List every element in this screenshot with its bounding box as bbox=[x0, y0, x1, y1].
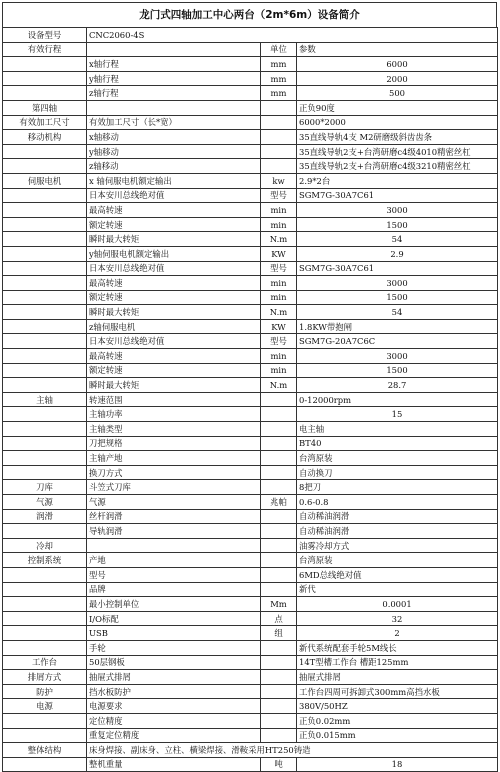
spec-unit bbox=[261, 407, 297, 422]
spec-item: z轴伺服电机 bbox=[87, 319, 261, 334]
spec-category bbox=[3, 713, 87, 728]
spec-value: 18 bbox=[297, 757, 498, 772]
spec-category: 气源 bbox=[3, 495, 87, 510]
spec-item: y轴行程 bbox=[87, 71, 261, 86]
spec-item: USB bbox=[87, 626, 261, 641]
spec-unit bbox=[261, 465, 297, 480]
spec-category bbox=[3, 71, 87, 86]
spec-unit bbox=[261, 144, 297, 159]
spec-unit: min bbox=[261, 276, 297, 291]
spec-value: 1500 bbox=[297, 217, 498, 232]
spec-row bbox=[3, 655, 498, 670]
spec-row bbox=[3, 173, 498, 188]
spec-item: y轴伺服电机额定输出 bbox=[87, 246, 261, 261]
spec-unit: mm bbox=[261, 57, 297, 72]
spec-item: 导轨润滑 bbox=[87, 524, 261, 539]
spec-item: 刀把规格 bbox=[87, 436, 261, 451]
spec-unit bbox=[261, 655, 297, 670]
spec-row bbox=[3, 451, 498, 466]
spec-item: 型号 bbox=[87, 567, 261, 582]
spec-item: 斗笠式刀库 bbox=[87, 480, 261, 495]
spec-item: 抽屉式排屑 bbox=[87, 670, 261, 685]
spec-row bbox=[3, 319, 498, 334]
spec-unit: min bbox=[261, 349, 297, 364]
spec-category bbox=[3, 597, 87, 612]
spec-category: 控制系统 bbox=[3, 553, 87, 568]
spec-merged-value: 床身焊接、副床身、立柱、横梁焊接、滑鞍采用HT250铸造 bbox=[87, 743, 498, 758]
spec-unit bbox=[261, 567, 297, 582]
spec-unit: N.m bbox=[261, 378, 297, 393]
spec-category: 有效行程 bbox=[3, 42, 87, 57]
spec-value: 32 bbox=[297, 611, 498, 626]
spec-item: 日本安川总线绝对值 bbox=[87, 334, 261, 349]
spec-item: 日本安川总线绝对值 bbox=[87, 188, 261, 203]
spec-category bbox=[3, 246, 87, 261]
spec-value: 参数 bbox=[297, 42, 498, 57]
spec-unit: 点 bbox=[261, 611, 297, 626]
spec-value: 500 bbox=[297, 86, 498, 101]
spec-unit: Mm bbox=[261, 597, 297, 612]
spec-category: 第四轴 bbox=[3, 100, 87, 115]
spec-unit bbox=[261, 699, 297, 714]
spec-unit bbox=[261, 713, 297, 728]
spec-category bbox=[3, 261, 87, 276]
spec-unit bbox=[261, 582, 297, 597]
spec-value: 0.6-0.8 bbox=[297, 495, 498, 510]
spec-row bbox=[3, 436, 498, 451]
spec-value: 3000 bbox=[297, 276, 498, 291]
spec-item: 瞬时最大转矩 bbox=[87, 378, 261, 393]
spec-value: 正负90度 bbox=[297, 100, 498, 115]
spec-row bbox=[3, 422, 498, 437]
spec-value: 6000*2000 bbox=[297, 115, 498, 130]
spec-value: 8把刀 bbox=[297, 480, 498, 495]
spec-row bbox=[3, 640, 498, 655]
spec-category bbox=[3, 582, 87, 597]
spec-value: 35直线导轨2支+台湾研磨c4级3210精密丝杠 bbox=[297, 159, 498, 174]
spec-unit: min bbox=[261, 363, 297, 378]
spec-row bbox=[3, 480, 498, 495]
spec-unit bbox=[261, 553, 297, 568]
spec-item: x轴行程 bbox=[87, 57, 261, 72]
spec-item: 手轮 bbox=[87, 640, 261, 655]
spec-category bbox=[3, 363, 87, 378]
spec-value: 380V/50HZ bbox=[297, 699, 498, 714]
spec-category bbox=[3, 378, 87, 393]
spec-unit bbox=[261, 684, 297, 699]
spec-row bbox=[3, 217, 498, 232]
spec-value: 正负0.02mm bbox=[297, 713, 498, 728]
spec-unit: 组 bbox=[261, 626, 297, 641]
spec-category bbox=[3, 640, 87, 655]
spec-unit bbox=[261, 451, 297, 466]
spec-row bbox=[3, 57, 498, 72]
spec-item: 主轴类型 bbox=[87, 422, 261, 437]
spec-value: 0.0001 bbox=[297, 597, 498, 612]
spec-unit: 单位 bbox=[261, 42, 297, 57]
spec-row bbox=[3, 597, 498, 612]
spec-category: 润滑 bbox=[3, 509, 87, 524]
spec-item: x 轴伺服电机额定输出 bbox=[87, 173, 261, 188]
spec-row bbox=[3, 524, 498, 539]
spec-unit: min bbox=[261, 203, 297, 218]
spec-unit: 型号 bbox=[261, 334, 297, 349]
spec-unit: N.m bbox=[261, 305, 297, 320]
spec-category bbox=[3, 232, 87, 247]
spec-value: BT40 bbox=[297, 436, 498, 451]
spec-value: 工作台四周可拆卸式300mm高挡水板 bbox=[297, 684, 498, 699]
spec-row bbox=[3, 611, 498, 626]
spec-category bbox=[3, 728, 87, 743]
spec-value: 油雾冷却方式 bbox=[297, 538, 498, 553]
spec-value: 2.9*2台 bbox=[297, 173, 498, 188]
spec-category bbox=[3, 349, 87, 364]
spec-value: 14T型槽工作台 槽距125mm bbox=[297, 655, 498, 670]
spec-row bbox=[3, 713, 498, 728]
spec-category bbox=[3, 159, 87, 174]
spec-value: 自动换刀 bbox=[297, 465, 498, 480]
spec-row bbox=[3, 699, 498, 714]
spec-row bbox=[3, 670, 498, 685]
spec-row bbox=[3, 203, 498, 218]
spec-row bbox=[3, 100, 498, 115]
spec-item: I/O标配 bbox=[87, 611, 261, 626]
spec-value: 1500 bbox=[297, 290, 498, 305]
spec-table bbox=[2, 27, 498, 772]
spec-item: 主轴产地 bbox=[87, 451, 261, 466]
spec-category: 主轴 bbox=[3, 392, 87, 407]
spec-value: 6000 bbox=[297, 57, 498, 72]
spec-row bbox=[3, 334, 498, 349]
spec-category: 有效加工尺寸 bbox=[3, 115, 87, 130]
spec-item: x轴移动 bbox=[87, 130, 261, 145]
spec-category bbox=[3, 276, 87, 291]
spec-row bbox=[3, 495, 498, 510]
spec-item: 丝杆润滑 bbox=[87, 509, 261, 524]
spec-category: 设备型号 bbox=[3, 28, 87, 43]
spec-category: 工作台 bbox=[3, 655, 87, 670]
spec-unit bbox=[261, 670, 297, 685]
spec-item: 最高转速 bbox=[87, 203, 261, 218]
spec-row bbox=[3, 684, 498, 699]
spec-value: 台湾原装 bbox=[297, 451, 498, 466]
spec-value: 54 bbox=[297, 232, 498, 247]
spec-unit bbox=[261, 480, 297, 495]
spec-item: 额定转速 bbox=[87, 290, 261, 305]
spec-item: 转速范围 bbox=[87, 392, 261, 407]
spec-item: 最高转速 bbox=[87, 349, 261, 364]
spec-item: 电源要求 bbox=[87, 699, 261, 714]
spec-category bbox=[3, 290, 87, 305]
spec-row bbox=[3, 246, 498, 261]
spec-category: 电源 bbox=[3, 699, 87, 714]
spec-category bbox=[3, 57, 87, 72]
spec-category bbox=[3, 319, 87, 334]
spec-value: 6MD总线绝对值 bbox=[297, 567, 498, 582]
spec-unit bbox=[261, 392, 297, 407]
spec-category bbox=[3, 86, 87, 101]
spec-unit bbox=[261, 524, 297, 539]
spec-value: 正负0.015mm bbox=[297, 728, 498, 743]
spec-category bbox=[3, 465, 87, 480]
spec-category bbox=[3, 217, 87, 232]
spec-row bbox=[3, 159, 498, 174]
spec-value: 1.8KW带抱闸 bbox=[297, 319, 498, 334]
spec-category bbox=[3, 626, 87, 641]
spec-category: 防护 bbox=[3, 684, 87, 699]
spec-row bbox=[3, 567, 498, 582]
spec-item: y轴移动 bbox=[87, 144, 261, 159]
spec-category bbox=[3, 422, 87, 437]
spec-item: 产地 bbox=[87, 553, 261, 568]
spec-item: 最高转速 bbox=[87, 276, 261, 291]
spec-unit: kw bbox=[261, 173, 297, 188]
spec-row bbox=[3, 86, 498, 101]
spec-item bbox=[87, 100, 261, 115]
spec-category bbox=[3, 451, 87, 466]
spec-unit bbox=[261, 509, 297, 524]
spec-unit bbox=[261, 538, 297, 553]
spec-row bbox=[3, 71, 498, 86]
spec-category: 移动机构 bbox=[3, 130, 87, 145]
spec-category bbox=[3, 407, 87, 422]
spec-row bbox=[3, 42, 498, 57]
spec-value: 台湾原装 bbox=[297, 553, 498, 568]
spec-category bbox=[3, 144, 87, 159]
spec-item: 品牌 bbox=[87, 582, 261, 597]
spec-category: 整体结构 bbox=[3, 743, 87, 758]
spec-sheet bbox=[2, 2, 497, 772]
spec-row bbox=[3, 626, 498, 641]
spec-value: 自动稀油润滑 bbox=[297, 524, 498, 539]
spec-item: 50层钢板 bbox=[87, 655, 261, 670]
spec-unit: 型号 bbox=[261, 261, 297, 276]
spec-value: 35直线导轨2支+台湾研磨c4级4010精密丝杠 bbox=[297, 144, 498, 159]
spec-unit: mm bbox=[261, 71, 297, 86]
spec-item: 额定转速 bbox=[87, 363, 261, 378]
spec-unit: 型号 bbox=[261, 188, 297, 203]
spec-row bbox=[3, 363, 498, 378]
spec-value: SGM7G-30A7C61 bbox=[297, 261, 498, 276]
spec-value: SGM7G-20A7C6C bbox=[297, 334, 498, 349]
spec-row bbox=[3, 28, 498, 43]
spec-category bbox=[3, 188, 87, 203]
spec-item: 换刀方式 bbox=[87, 465, 261, 480]
spec-row bbox=[3, 757, 498, 772]
spec-row bbox=[3, 144, 498, 159]
spec-category bbox=[3, 305, 87, 320]
spec-unit: min bbox=[261, 217, 297, 232]
spec-row bbox=[3, 232, 498, 247]
spec-category bbox=[3, 436, 87, 451]
spec-category bbox=[3, 524, 87, 539]
spec-row bbox=[3, 392, 498, 407]
spec-item: 定位精度 bbox=[87, 713, 261, 728]
spec-row bbox=[3, 582, 498, 597]
spec-item: 瞬时最大转矩 bbox=[87, 232, 261, 247]
spec-row bbox=[3, 743, 498, 758]
spec-row bbox=[3, 290, 498, 305]
spec-item: 额定转速 bbox=[87, 217, 261, 232]
spec-value: 2 bbox=[297, 626, 498, 641]
spec-item: 整机重量 bbox=[87, 757, 261, 772]
spec-table-body bbox=[3, 28, 498, 772]
spec-item: 瞬时最大转矩 bbox=[87, 305, 261, 320]
spec-category: 伺服电机 bbox=[3, 173, 87, 188]
spec-category bbox=[3, 203, 87, 218]
spec-value: 28.7 bbox=[297, 378, 498, 393]
spec-row bbox=[3, 115, 498, 130]
spec-unit bbox=[261, 640, 297, 655]
spec-unit: min bbox=[261, 290, 297, 305]
spec-value: 0-12000rpm bbox=[297, 392, 498, 407]
spec-category: 冷却 bbox=[3, 538, 87, 553]
spec-value: 2000 bbox=[297, 71, 498, 86]
spec-row bbox=[3, 553, 498, 568]
spec-category: 刀库 bbox=[3, 480, 87, 495]
spec-merged-value: CNC2060-4S bbox=[87, 28, 498, 43]
spec-row bbox=[3, 378, 498, 393]
spec-item: 气源 bbox=[87, 495, 261, 510]
spec-value: 自动稀油润滑 bbox=[297, 509, 498, 524]
spec-value: 抽屉式排屑 bbox=[297, 670, 498, 685]
spec-row bbox=[3, 728, 498, 743]
spec-category bbox=[3, 334, 87, 349]
spec-unit bbox=[261, 115, 297, 130]
spec-value: 54 bbox=[297, 305, 498, 320]
spec-row bbox=[3, 130, 498, 145]
spec-row bbox=[3, 509, 498, 524]
spec-row bbox=[3, 407, 498, 422]
spec-value: 2.9 bbox=[297, 246, 498, 261]
spec-unit bbox=[261, 422, 297, 437]
sheet-title: 龙门式四轴加工中心两台（2m*6m）设备简介 bbox=[2, 2, 497, 27]
spec-row bbox=[3, 188, 498, 203]
spec-item: z轴行程 bbox=[87, 86, 261, 101]
spec-value: 35直线导轨4支 M2研磨级斜齿齿条 bbox=[297, 130, 498, 145]
spec-row bbox=[3, 261, 498, 276]
spec-item: 有效加工尺寸（长*宽） bbox=[87, 115, 261, 130]
spec-item: 最小控制单位 bbox=[87, 597, 261, 612]
spec-unit bbox=[261, 159, 297, 174]
spec-category bbox=[3, 567, 87, 582]
spec-row bbox=[3, 465, 498, 480]
spec-value: 3000 bbox=[297, 349, 498, 364]
spec-item: z轴移动 bbox=[87, 159, 261, 174]
spec-item: 重复定位精度 bbox=[87, 728, 261, 743]
spec-unit bbox=[261, 436, 297, 451]
spec-value: 新代 bbox=[297, 582, 498, 597]
spec-category: 排屑方式 bbox=[3, 670, 87, 685]
spec-unit bbox=[261, 130, 297, 145]
spec-row bbox=[3, 349, 498, 364]
spec-item: 挡水板防护 bbox=[87, 684, 261, 699]
spec-item bbox=[87, 538, 261, 553]
spec-category bbox=[3, 757, 87, 772]
spec-value: 电主轴 bbox=[297, 422, 498, 437]
spec-value: SGM7G-30A7C61 bbox=[297, 188, 498, 203]
spec-unit: N.m bbox=[261, 232, 297, 247]
spec-unit: KW bbox=[261, 246, 297, 261]
spec-category bbox=[3, 611, 87, 626]
spec-row bbox=[3, 305, 498, 320]
spec-unit: 兆帕 bbox=[261, 495, 297, 510]
spec-value: 15 bbox=[297, 407, 498, 422]
spec-row bbox=[3, 538, 498, 553]
spec-unit: 吨 bbox=[261, 757, 297, 772]
spec-item: 日本安川总线绝对值 bbox=[87, 261, 261, 276]
spec-item: 主轴功率 bbox=[87, 407, 261, 422]
spec-unit: mm bbox=[261, 86, 297, 101]
spec-value: 新代系统配套手轮5M线长 bbox=[297, 640, 498, 655]
spec-unit bbox=[261, 728, 297, 743]
spec-value: 1500 bbox=[297, 363, 498, 378]
spec-row bbox=[3, 276, 498, 291]
spec-unit bbox=[261, 100, 297, 115]
spec-item bbox=[87, 42, 261, 57]
spec-unit: KW bbox=[261, 319, 297, 334]
spec-value: 3000 bbox=[297, 203, 498, 218]
